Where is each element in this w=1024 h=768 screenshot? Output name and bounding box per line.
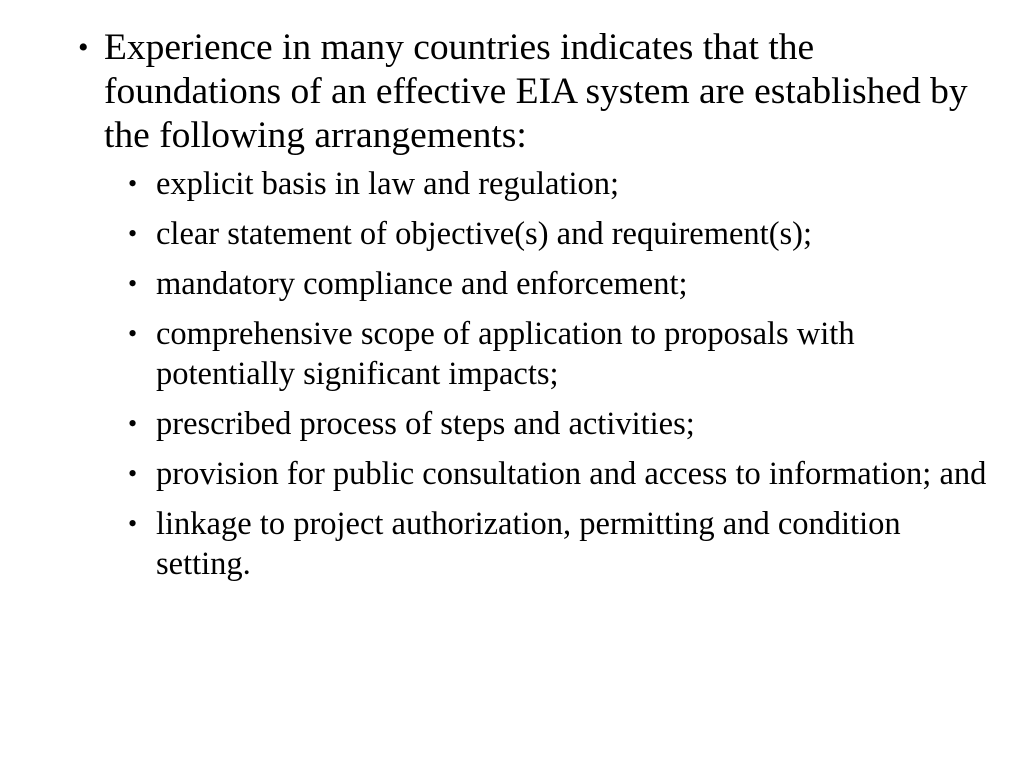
sub-bullet-item xyxy=(128,404,988,444)
sub-point-text: provision for public consultation and access to information; and xyxy=(156,456,987,492)
sub-bullet-item xyxy=(128,504,988,584)
main-point-text: Experience in many countries indicates that the foundations of an effective EIA system are established by the following arrangements: xyxy=(104,27,968,156)
bullet-icon: • xyxy=(128,509,138,538)
bullet-icon: • xyxy=(128,409,138,438)
sub-point-text: clear statement of objective(s) and requirement(s); xyxy=(156,216,813,252)
bullet-icon: • xyxy=(78,31,89,64)
sub-point-text: explicit basis in law and regulation; xyxy=(156,166,620,202)
sub-point-text: prescribed process of steps and activities; xyxy=(156,406,695,442)
main-bullet-list xyxy=(78,26,998,594)
bullet-icon: • xyxy=(128,169,138,198)
sub-bullet-list xyxy=(128,164,988,584)
sub-point-text: mandatory compliance and enforcement; xyxy=(156,266,688,302)
bullet-icon: • xyxy=(128,219,138,248)
sub-bullet-item xyxy=(128,454,988,494)
bullet-icon: • xyxy=(128,319,138,348)
sub-bullet-item xyxy=(128,164,988,204)
sub-bullet-item xyxy=(128,314,988,394)
sub-point-text: comprehensive scope of application to proposals with potentially significant impacts; xyxy=(156,316,855,392)
main-bullet-item xyxy=(78,26,998,584)
bullet-icon: • xyxy=(128,459,138,488)
sub-bullet-item xyxy=(128,214,988,254)
bullet-icon: • xyxy=(128,269,138,298)
sub-bullet-item xyxy=(128,264,988,304)
sub-point-text: linkage to project authorization, permitting and condition setting. xyxy=(156,506,901,582)
